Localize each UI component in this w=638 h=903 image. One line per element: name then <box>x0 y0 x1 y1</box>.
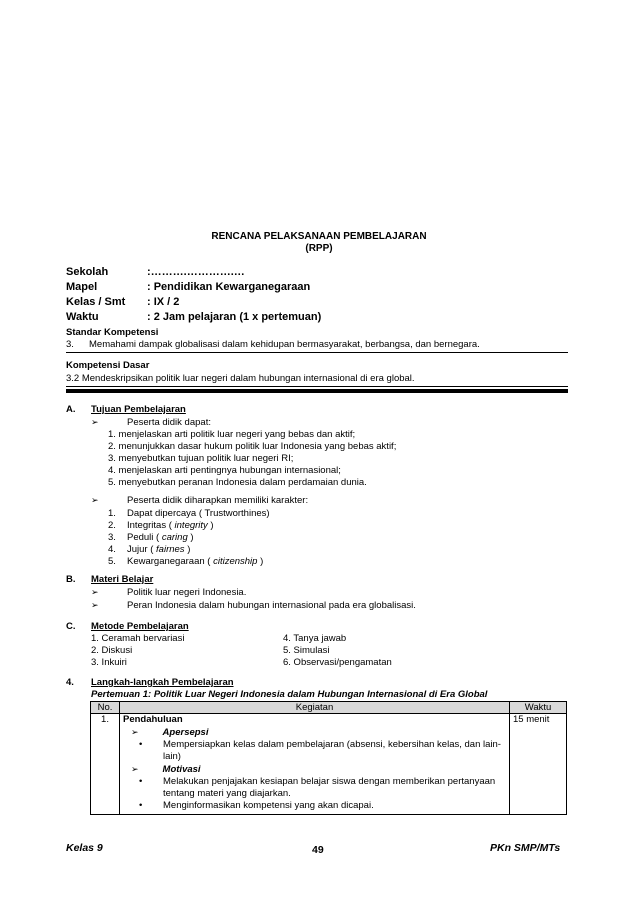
metode-item: 3. Inkuiri <box>91 657 127 668</box>
section-b-heading: Materi Belajar <box>91 574 154 585</box>
metode-item: 6. Observasi/pengamatan <box>283 657 392 668</box>
meeting-subheading: Pertemuan 1: Politik Luar Negeri Indonesia dalam Hubungan Internasional di Era Global <box>91 689 488 700</box>
footer-subject: PKn SMP/MTs <box>490 842 561 854</box>
motivasi-item: • Menginformasikan kompetensi yang akan dicapai. <box>139 800 374 811</box>
info-value-kelas: : IX / 2 <box>147 296 180 308</box>
karakter-item: Peduli ( caring ) <box>127 532 194 543</box>
arrow-bullet-icon: ➢ <box>131 764 139 774</box>
info-label-sekolah: Sekolah <box>66 266 109 278</box>
info-value-mapel: : Pendidikan Kewarganegaraan <box>147 281 311 293</box>
arrow-bullet-icon: ➢ <box>91 495 99 505</box>
sk-text: Memahami dampak globalisasi dalam kehidupan bermasyarakat, berbangsa, dan bernegara. <box>89 339 480 350</box>
column-header-kegiatan: Kegiatan <box>120 702 510 714</box>
table-header-row <box>91 702 567 714</box>
thick-divider <box>66 389 568 393</box>
section-c-heading: Metode Pembelajaran <box>91 621 189 632</box>
page-title: RENCANA PELAKSANAAN PEMBELAJARAN <box>211 231 427 242</box>
arrow-bullet-icon: ➢ <box>131 727 139 737</box>
info-value-sekolah: :……….………….… <box>147 266 245 278</box>
karakter-item: Jujur ( fairnes ) <box>127 544 191 555</box>
karakter-item: Integritas ( integrity ) <box>127 520 214 531</box>
karakter-intro: Peserta didik diharapkan memiliki karakter: <box>127 495 309 506</box>
kd-heading: Kompetensi Dasar <box>66 360 150 371</box>
motivasi-line: ➢ Motivasi <box>131 764 201 775</box>
divider <box>66 386 568 387</box>
karakter-num: 4. <box>108 544 116 555</box>
page-number: 49 <box>312 844 324 856</box>
karakter-item: Dapat dipercaya ( Trustworthines) <box>127 508 270 519</box>
divider <box>66 352 568 353</box>
tujuan-item: 1. menjelaskan arti politik luar negeri yang bebas dan aktif; <box>108 429 356 440</box>
tujuan-item: 5. menyebutkan peranan Indonesia dalam perdamaian dunia. <box>108 477 367 488</box>
materi-item: Peran Indonesia dalam hubungan internasional pada era globalisasi. <box>127 600 416 611</box>
tujuan-item: 4. menjelaskan arti pentingnya hubungan internasional; <box>108 465 341 476</box>
apersepsi-item: • Mempersiapkan kelas dalam pembelajaran (absensi, kebersihan kelas, dan lain-lain) <box>139 739 501 762</box>
section-a-heading: Tujuan Pembelajaran <box>91 404 186 415</box>
table-row <box>91 714 567 815</box>
arrow-bullet-icon: ➢ <box>91 600 99 610</box>
column-header-waktu: Waktu <box>510 702 567 714</box>
section-b-letter: B. <box>66 574 76 585</box>
row-activity <box>120 714 510 815</box>
tujuan-item: 2. menunjukkan dasar hukum politik luar Indonesia yang bebas aktif; <box>108 441 397 452</box>
arrow-bullet-icon: ➢ <box>91 587 99 597</box>
metode-item: 5. Simulasi <box>283 645 330 656</box>
footer-class: Kelas 9 <box>66 842 103 854</box>
activity-table <box>90 701 567 815</box>
karakter-num: 2. <box>108 520 116 531</box>
motivasi-item: • Melakukan penjajakan kesiapan belajar siswa dengan memberikan pertanyaan tentang materi yang diajarkan. <box>139 776 496 799</box>
bullet-dot-icon: • <box>139 800 143 811</box>
sk-number: 3. <box>66 339 74 350</box>
apersepsi-line: ➢ Apersepsi <box>131 727 209 738</box>
info-value-waktu: : 2 Jam pelajaran (1 x pertemuan) <box>147 311 322 323</box>
section-d-letter: 4. <box>66 677 74 688</box>
sk-heading: Standar Kompetensi <box>66 327 159 338</box>
karakter-item: Kewarganegaraan ( citizenship ) <box>127 556 264 567</box>
karakter-num: 5. <box>108 556 116 567</box>
section-c-letter: C. <box>66 621 76 632</box>
karakter-num: 1. <box>108 508 116 519</box>
metode-item: 2. Diskusi <box>91 645 133 656</box>
section-a-letter: A. <box>66 404 76 415</box>
bullet-dot-icon: • <box>139 776 143 787</box>
tujuan-intro: Peserta didik dapat: <box>127 417 211 428</box>
info-label-waktu: Waktu <box>66 311 99 323</box>
info-label-mapel: Mapel <box>66 281 98 293</box>
kd-text: 3.2 Mendeskripsikan politik luar negeri dalam hubungan internasional di era global. <box>66 373 415 384</box>
metode-item: 4. Tanya jawab <box>283 633 347 644</box>
info-label-kelas: Kelas / Smt <box>66 296 126 308</box>
page-subtitle: (RPP) <box>305 243 333 254</box>
karakter-num: 3. <box>108 532 116 543</box>
row-number: 1. <box>91 714 120 815</box>
row-time: 15 menit <box>510 714 567 815</box>
metode-item: 1. Ceramah bervariasi <box>91 633 185 644</box>
tujuan-item: 3. menyebutkan tujuan politik luar negeri RI; <box>108 453 294 464</box>
row-title: Pendahuluan <box>123 714 183 725</box>
section-d-heading: Langkah-langkah Pembelajaran <box>91 677 234 688</box>
arrow-bullet-icon: ➢ <box>91 417 99 427</box>
bullet-dot-icon: • <box>139 739 143 750</box>
materi-item: Politik luar negeri Indonesia. <box>127 587 247 598</box>
column-header-no: No. <box>91 702 120 714</box>
